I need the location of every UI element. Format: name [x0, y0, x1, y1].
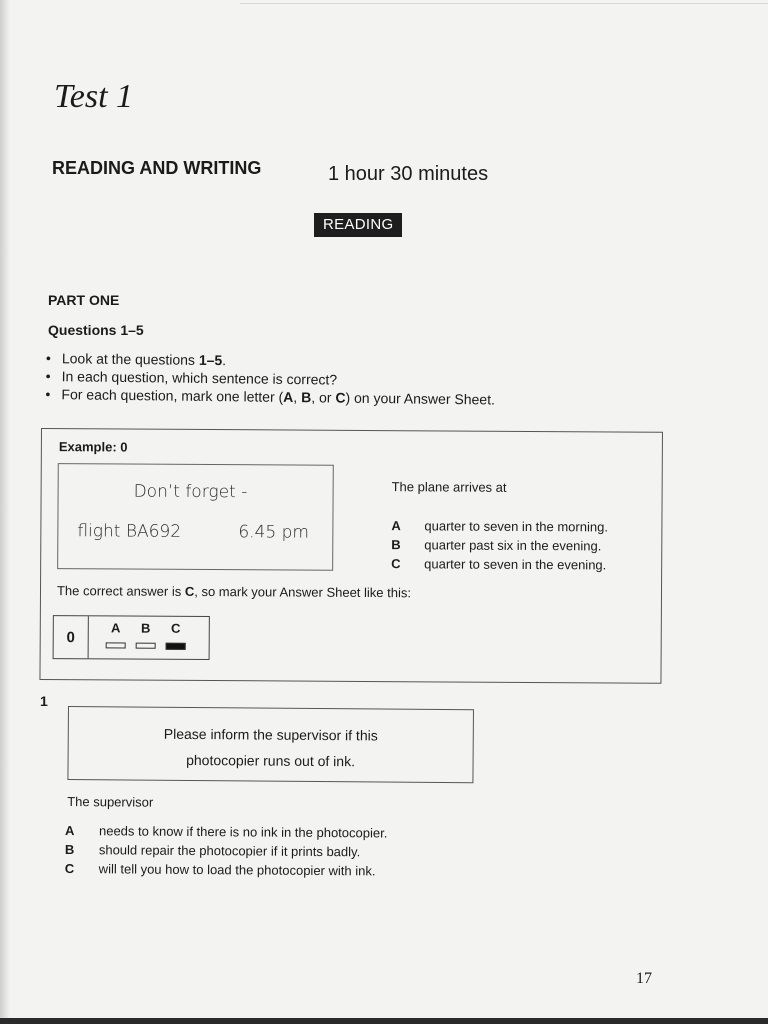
option-a — [391, 516, 608, 536]
notice-line: Please inform the supervisor if this — [163, 725, 378, 744]
instruction-emphasis: B — [301, 389, 312, 406]
page-number: 17 — [636, 970, 652, 987]
bottom-edge — [0, 1018, 768, 1024]
option-b — [65, 840, 387, 862]
correct-prefix: The correct answer is — [56, 583, 185, 599]
bullet-icon: • — [45, 350, 51, 367]
answer-letter-b: B — [141, 620, 151, 636]
question-options — [65, 821, 388, 881]
instruction-text: For each question, mark one letter ( — [61, 386, 284, 405]
option-letter: B — [391, 537, 401, 553]
notice-box — [67, 706, 474, 783]
test-title: Test 1 — [54, 78, 134, 115]
instruction-emphasis: C — [335, 389, 346, 406]
option-letter: C — [64, 860, 75, 877]
instruction-text: , — [293, 389, 302, 406]
option-letter: B — [64, 841, 75, 858]
correct-suffix: , so mark your Answer Sheet like this: — [194, 583, 412, 601]
option-c — [391, 554, 608, 574]
answer-letter-c: C — [171, 620, 181, 636]
instruction-emphasis: 1–5 — [198, 351, 223, 369]
answer-number: 0 — [54, 616, 89, 658]
note-line: Don’t forget - — [133, 481, 248, 503]
instruction-emphasis: A — [283, 388, 294, 406]
option-c — [65, 859, 387, 881]
handwritten-note — [57, 463, 334, 571]
question-1-block — [64, 706, 666, 911]
option-letter: C — [391, 556, 401, 572]
answer-mark-b[interactable] — [136, 643, 156, 649]
correct-answer-text — [57, 583, 411, 600]
notice-line: photocopier runs out of ink. — [186, 751, 356, 770]
bullet-icon: • — [45, 367, 51, 385]
option-a — [65, 821, 387, 843]
option-text: quarter past six in the evening. — [424, 537, 602, 554]
option-b — [391, 535, 608, 555]
correct-letter: C — [184, 583, 195, 599]
answer-mark-c[interactable] — [166, 643, 186, 650]
instruction-text: . — [222, 352, 227, 369]
top-edge-line — [240, 3, 768, 4]
instruction-text: Look at the questions — [61, 350, 199, 368]
option-text: quarter to seven in the morning. — [424, 518, 609, 535]
option-text: quarter to seven in the evening. — [424, 556, 607, 573]
instruction-text: In each question, which sentence is correct? — [61, 368, 338, 388]
note-time: 6.45 pm — [238, 522, 310, 543]
answer-sheet-sample — [53, 615, 210, 660]
option-letter: A — [391, 518, 401, 534]
example-options — [391, 516, 608, 574]
option-letter: A — [64, 822, 75, 839]
section-title: READING AND WRITING — [52, 158, 262, 178]
question-stem: The supervisor — [67, 794, 154, 810]
option-text: should repair the photocopier if it prints badly. — [98, 842, 361, 860]
option-text: will tell you how to load the photocopier with ink. — [98, 861, 376, 879]
instruction-text: ) on your Answer Sheet. — [345, 389, 496, 408]
example-box — [39, 428, 663, 684]
answer-letter-a: A — [111, 620, 121, 636]
answer-mark-a[interactable] — [106, 642, 126, 648]
instruction-text: , or — [311, 389, 336, 406]
note-flight: flight BA692 — [77, 521, 182, 542]
page-edge-shadow — [0, 0, 10, 1024]
example-label: Example: 0 — [58, 439, 128, 455]
bullet-icon: • — [45, 385, 51, 403]
option-text: needs to know if there is no ink in the photocopier. — [98, 823, 388, 841]
question-number: 1 — [40, 693, 48, 709]
reading-badge: READING — [314, 213, 402, 237]
instructions-list — [45, 350, 495, 409]
duration-label: 1 hour 30 minutes — [328, 163, 489, 185]
questions-range: Questions 1–5 — [48, 322, 144, 338]
part-heading: PART ONE — [48, 292, 120, 308]
example-question-stem: The plane arrives at — [391, 479, 507, 495]
